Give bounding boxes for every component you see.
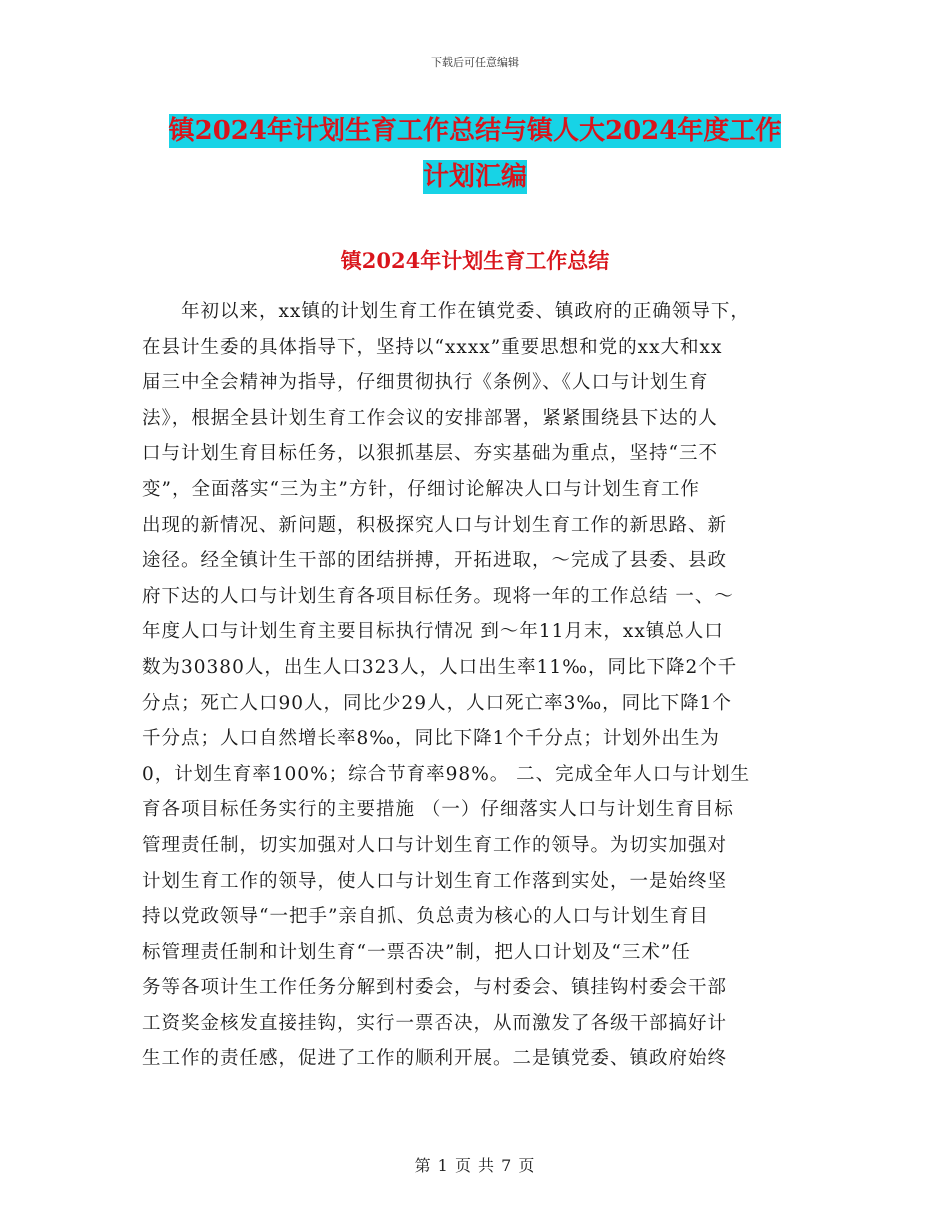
body-text-line: 年初以来，xx镇的计划生育工作在镇党委、镇政府的正确领导下，: [142, 301, 750, 322]
document-title-line-2: 计划汇编: [422, 162, 527, 192]
body-text-line: 务等各项计生工作任务分解到村委会，与村委会、镇挂钩村委会干部: [142, 977, 728, 999]
body-text-line: 途径。经全镇计生干部的团结拼搏，开拓进取，～完成了县委、县政: [142, 550, 728, 572]
body-text-line: 数为30380人，出生人口323人，人口出生率11‰，同比下降2个千: [142, 656, 738, 678]
body-text-line: 法》，根据全县计划生育工作会议的安排部署，紧紧围绕县下达的人: [142, 407, 718, 429]
body-text-line: 年度人口与计划生育主要目标执行情况 到～年11月末，xx镇总人口: [142, 621, 724, 643]
page-number: 第 1 页 共 7 页: [414, 1156, 536, 1175]
body-text-line: 府下达的人口与计划生育各项目标任务。现将一年的工作总结 一、～: [142, 585, 734, 607]
body-text-line: 生工作的责任感，促进了工作的顺利开展。二是镇党委、镇政府始终: [142, 1048, 728, 1070]
body-text-line: 计划生育工作的领导，使人口与计划生育工作落到实处，一是始终坚: [142, 870, 728, 892]
page-header-note: 下载后可任意编辑: [431, 56, 519, 69]
body-text-line: 分点；死亡人口90人，同比少29人，人口死亡率3‰，同比下降1个: [142, 692, 732, 714]
body-text-line: 届三中全会精神为指导，仔细贯彻执行《条例》、《人口与计划生育: [142, 372, 709, 394]
body-paragraph: [142, 294, 810, 1077]
body-text-line: 在县计生委的具体指导下，坚持以“xxxx”重要思想和党的xx大和xx: [142, 336, 723, 358]
body-text-line: 育各项目标任务实行的主要措施 （一）仔细落实人口与计划生育目标: [142, 799, 734, 821]
body-text-line: 变”，全面落实“三为主”方针，仔细讨论解决人口与计划生育工作: [142, 478, 700, 500]
body-text-line: 持以党政领导“一把手”亲自抓、负总责为核心的人口与计划生育目: [142, 906, 709, 928]
document-title-line-1: 镇2024年计划生育工作总结与镇人大2024年度工作: [168, 116, 782, 146]
body-text-line: 标管理责任制和计划生育“一票否决”制，把人口计划及“三术”任: [142, 941, 691, 963]
body-text-line: 0，计划生育率100%；综合节育率98%。 二、完成全年人口与计划生: [142, 763, 751, 785]
section-title: 镇2024年计划生育工作总结: [340, 248, 610, 273]
body-text-line: 管理责任制，切实加强对人口与计划生育工作的领导。为切实加强对: [142, 834, 728, 856]
body-text-line: 出现的新情况、新问题，积极探究人口与计划生育工作的新思路、新: [142, 514, 728, 536]
body-text-line: 口与计划生育目标任务，以狠抓基层、夯实基础为重点，坚持“三不: [142, 443, 718, 465]
body-text-line: 工资奖金核发直接挂钩，实行一票否决，从而激发了各级干部搞好计: [142, 1012, 728, 1034]
body-text-line: 千分点；人口自然增长率8‰，同比下降1个千分点；计划外出生为: [142, 728, 720, 750]
document-title: [140, 108, 810, 200]
